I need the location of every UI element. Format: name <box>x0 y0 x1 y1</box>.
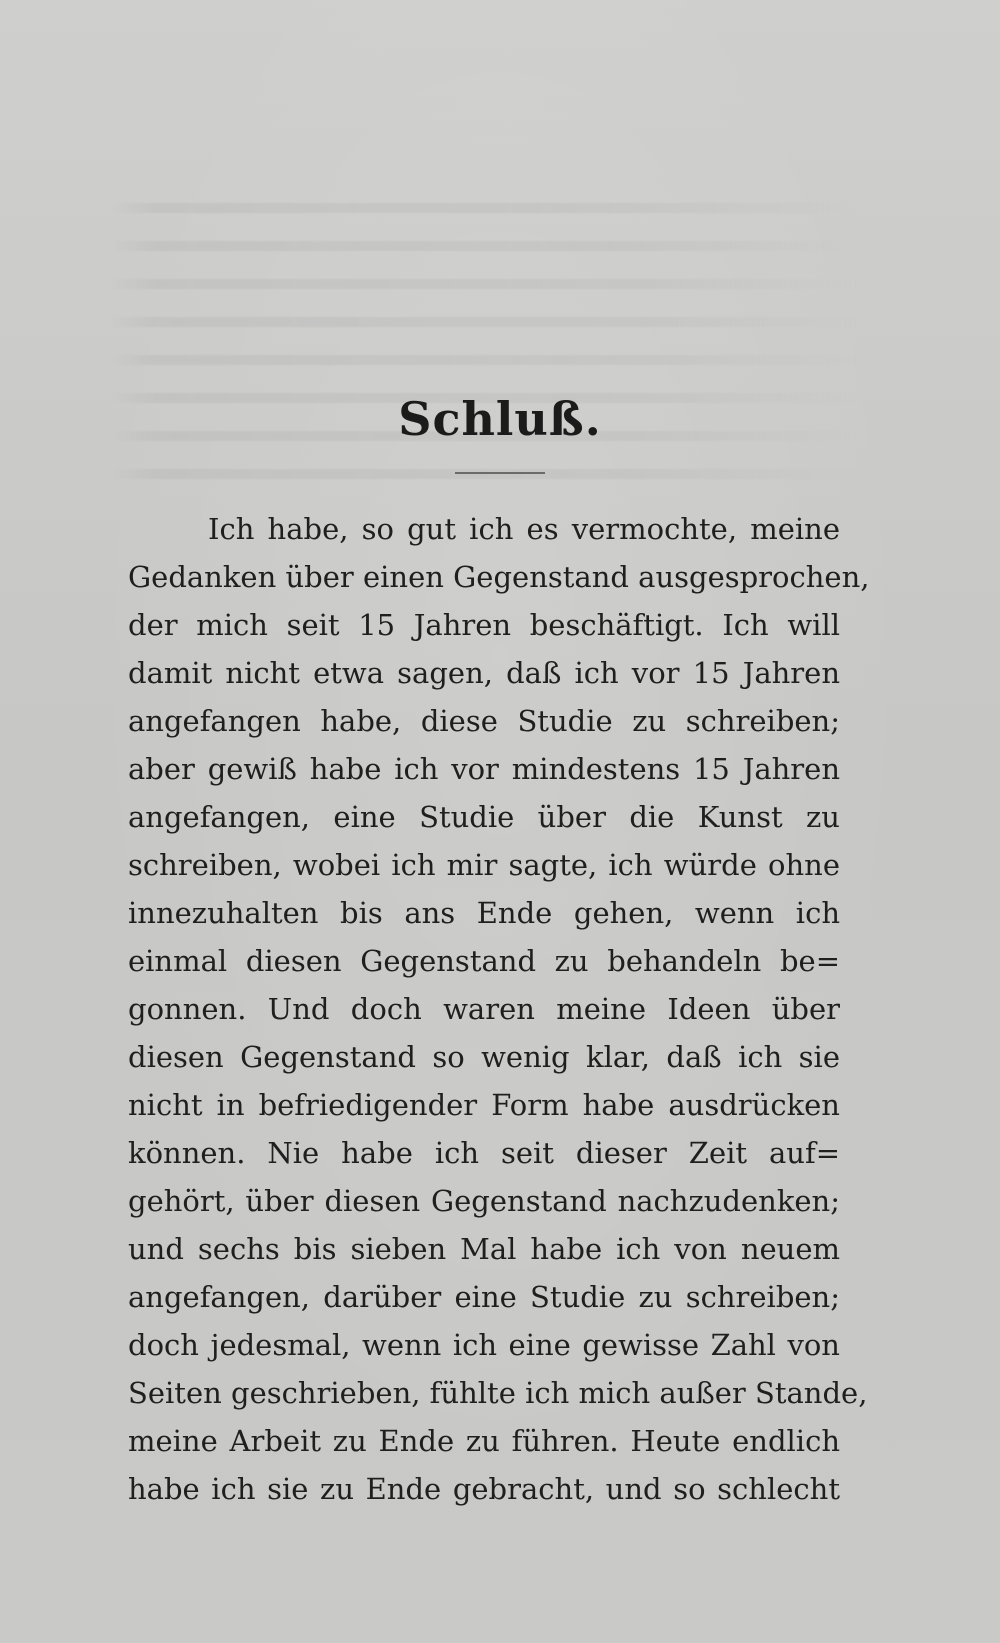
bleed-line <box>110 317 860 327</box>
text-line: doch jedesmal, wenn ich eine gewisse Zahl von <box>128 1328 840 1362</box>
text-line: schreiben, wobei ich mir sagte, ich würde ohne <box>128 848 840 882</box>
text-line: gehört, über diesen Gegenstand nachzudenken; <box>128 1184 840 1218</box>
text-line: Gedanken über einen Gegenstand ausgesprochen, <box>128 560 870 594</box>
bleed-line <box>110 241 860 251</box>
body-text <box>128 505 870 1513</box>
title-divider <box>455 472 545 474</box>
text-line: Seiten geschrieben, fühlte ich mich außer Stande, <box>128 1376 868 1410</box>
text-line: der mich seit 15 Jahren beschäftigt. Ich will <box>128 608 840 642</box>
text-line: angefangen, darüber eine Studie zu schreiben; <box>128 1280 840 1314</box>
text-line: diesen Gegenstand so wenig klar, daß ich sie <box>128 1040 840 1074</box>
bleed-line <box>110 279 860 289</box>
bleed-line <box>110 203 860 213</box>
text-line: und sechs bis sieben Mal habe ich von neuem <box>128 1232 840 1266</box>
reverse-side-bleed-through <box>110 175 860 540</box>
text-line: gonnen. Und doch waren meine Ideen über <box>128 992 840 1026</box>
text-line: innezuhalten bis ans Ende gehen, wenn ich <box>128 896 840 930</box>
text-line: damit nicht etwa sagen, daß ich vor 15 Jahren <box>128 656 840 690</box>
text-line: aber gewiß habe ich vor mindestens 15 Jahren <box>128 752 840 786</box>
text-line: angefangen habe, diese Studie zu schreiben; <box>128 704 840 738</box>
text-line: meine Arbeit zu Ende zu führen. Heute endlich <box>128 1424 840 1458</box>
text-line: können. Nie habe ich seit dieser Zeit auf= <box>128 1136 840 1170</box>
text-line: Ich habe, so gut ich es vermochte, meine <box>208 512 840 546</box>
bleed-line <box>110 355 860 365</box>
text-line: angefangen, eine Studie über die Kunst zu <box>128 800 840 834</box>
text-line: einmal diesen Gegenstand zu behandeln be= <box>128 944 840 978</box>
bleed-line <box>110 469 860 479</box>
section-title: Schluß. <box>398 392 602 446</box>
text-line: habe ich sie zu Ende gebracht, und so schlecht <box>128 1472 840 1506</box>
text-line: nicht in befriedigender Form habe ausdrücken <box>128 1088 840 1122</box>
